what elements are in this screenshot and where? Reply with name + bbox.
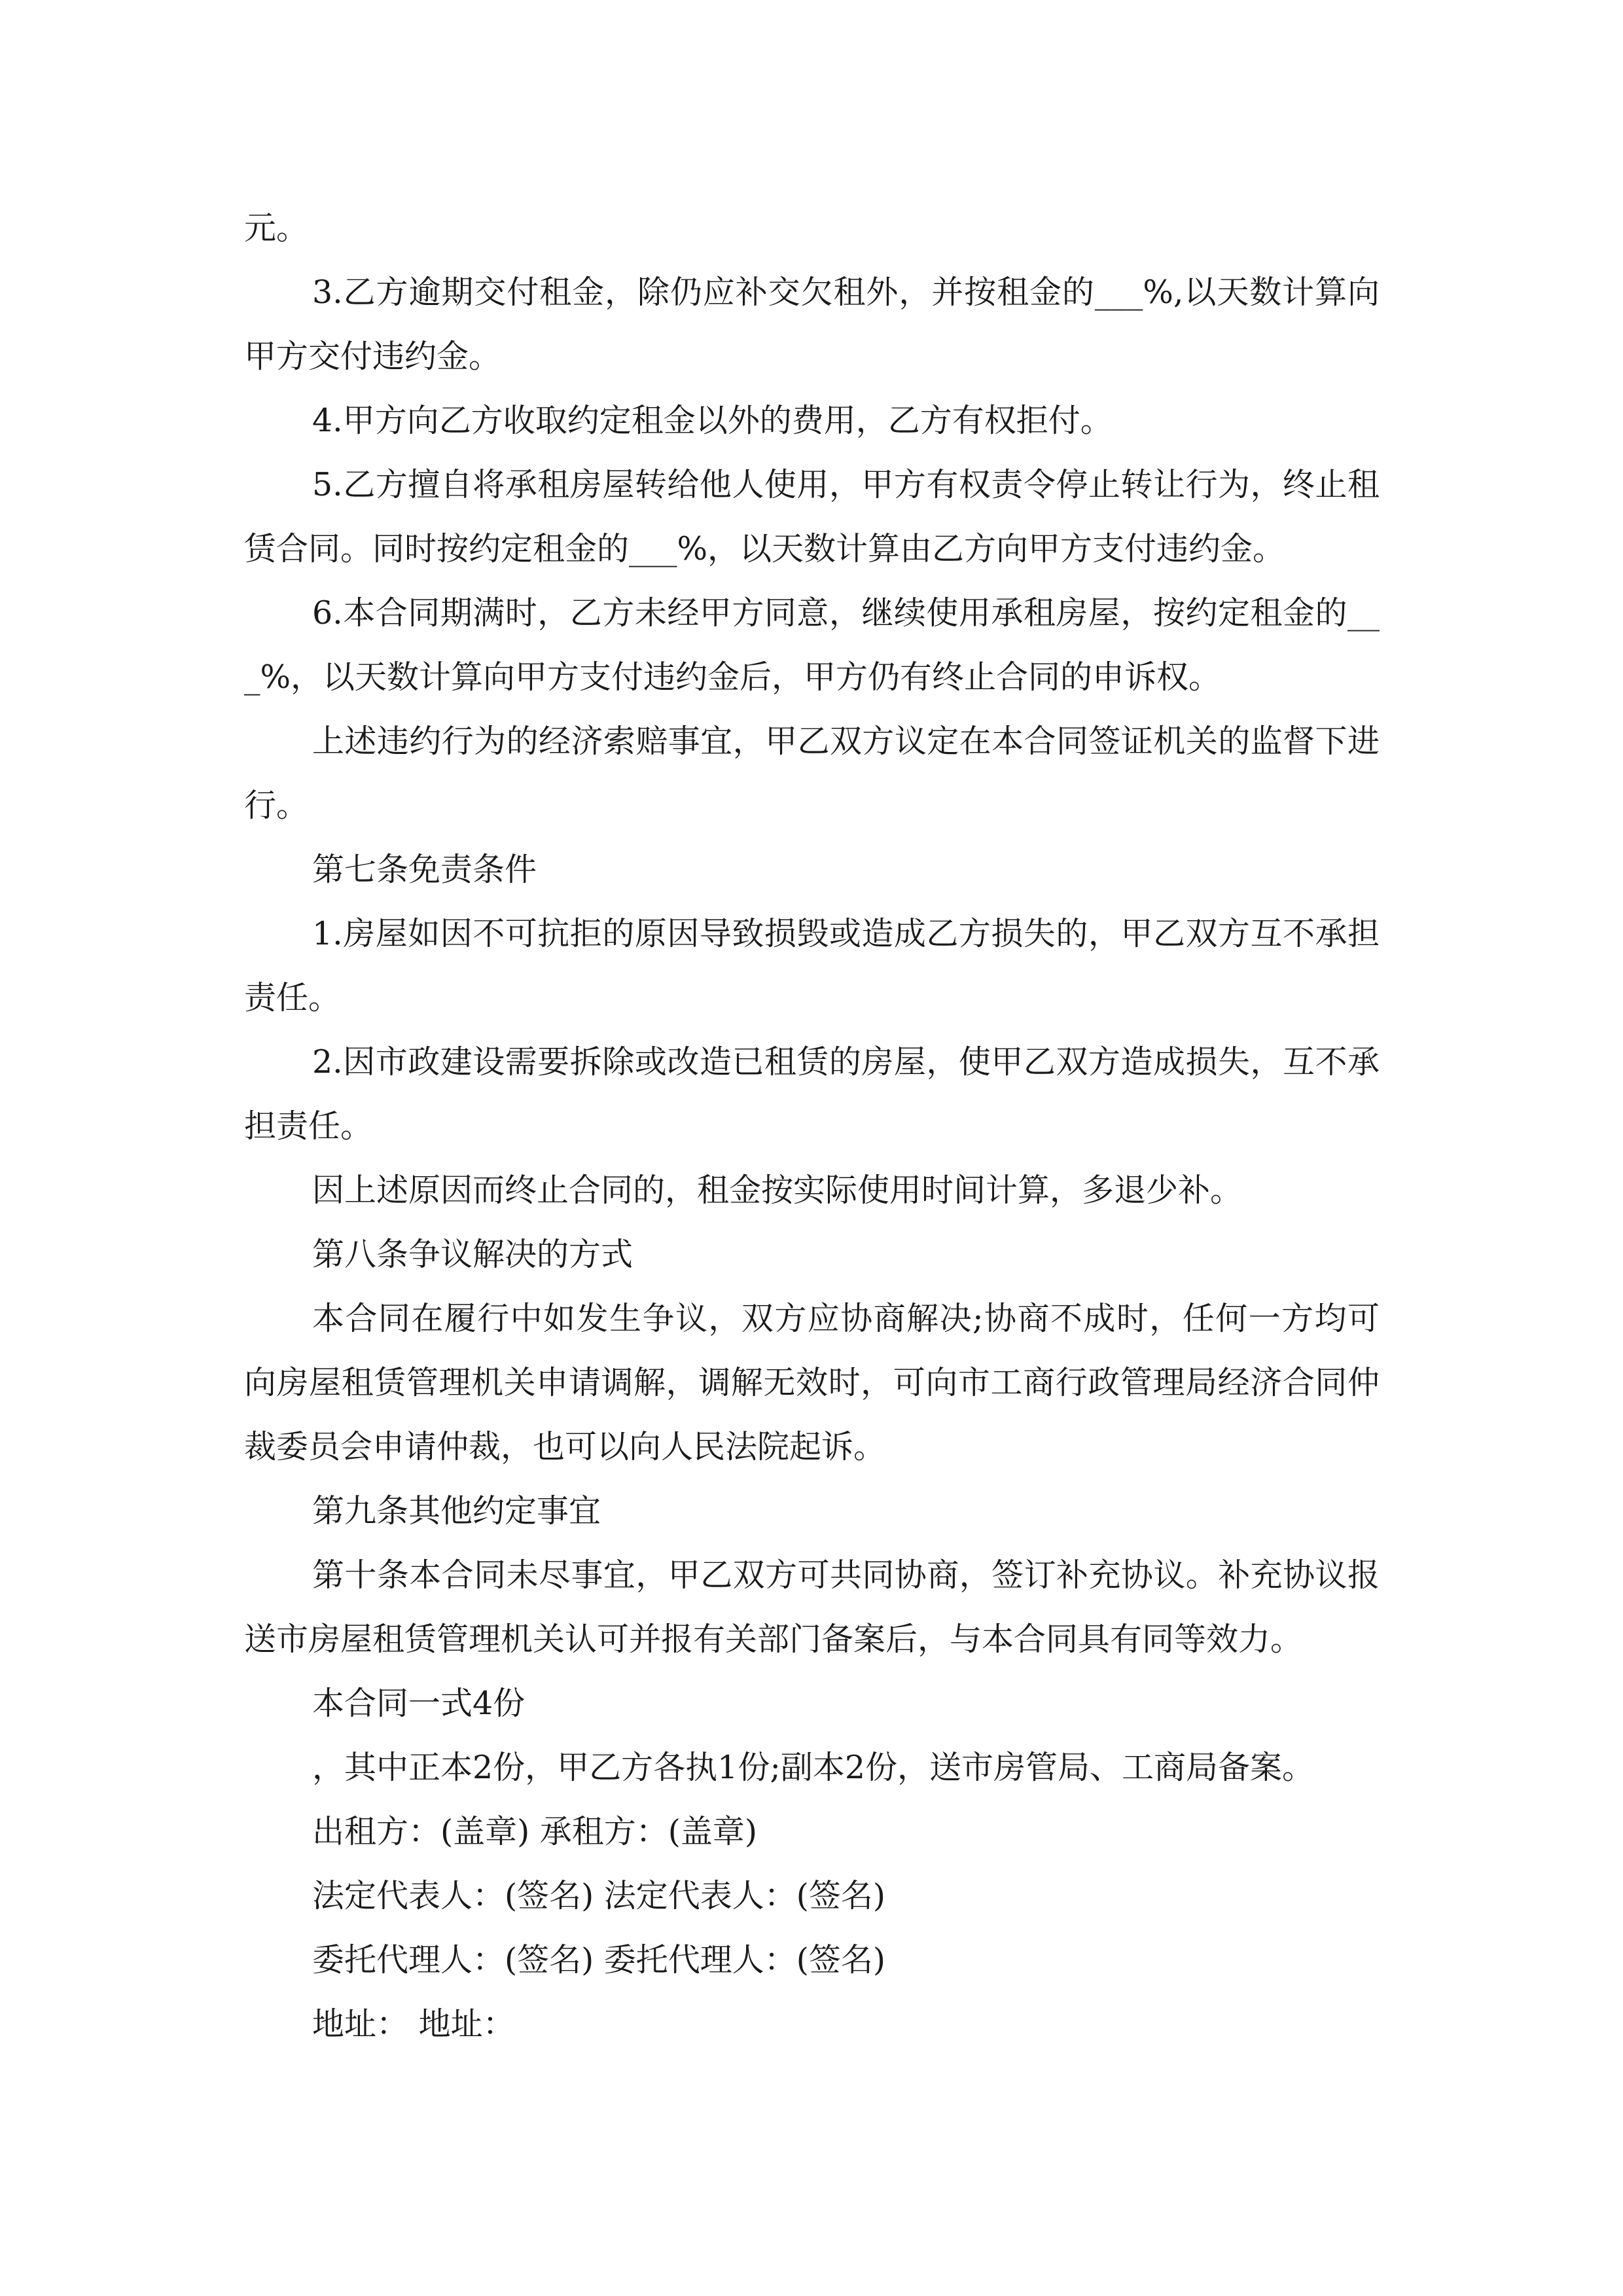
clause-4-extra-fees: 4.甲方向乙方收取约定租金以外的费用，乙方有权拒付。 <box>312 402 1113 439</box>
article-8-heading: 第八条争议解决的方式 <box>312 1236 633 1273</box>
clause-6-expiry: 6.本合同期满时，乙方未经甲方同意，继续使用承租房屋，按约定租金的___%，以天数计算向甲方支付违约金后，甲方仍有终止合同的申诉权。 <box>244 594 1380 696</box>
signature-legal-representatives: 法定代表人：(签名) 法定代表人：(签名) <box>312 1877 886 1914</box>
copies-detail: ，其中正本2份，甲乙方各执1份;副本2份，送市房管局、工商局备案。 <box>312 1749 1315 1786</box>
article-8-body: 本合同在履行中如发生争议，双方应协商解决;协商不成时，任何一方均可向房屋租赁管理机关申请调解，调解无效时，可向市工商行政管理局经济合同仲裁委员会申请仲裁，也可以向人民法院起诉。 <box>244 1300 1380 1465</box>
article-7-item-1: 1.房屋如因不可抗拒的原因导致损毁或造成乙方损失的，甲乙双方互不承担责任。 <box>244 915 1380 1016</box>
signature-parties: 出租方：(盖章) 承租方：(盖章) <box>312 1813 758 1850</box>
clause-5-sublet: 5.乙方擅自将承租房屋转给他人使用，甲方有权责令停止转让行为，终止租赁合同。同时按约定租金的___%，以天数计算由乙方向甲方支付违约金。 <box>244 466 1380 567</box>
article-7-item-2: 2.因市政建设需要拆除或改造已租赁的房屋，使甲乙双方造成损失，互不承担责任。 <box>244 1043 1380 1145</box>
copies-line: 本合同一式4份 <box>312 1685 526 1722</box>
paragraph-supervision: 上述违约行为的经济索赔事宜，甲乙双方议定在本合同签证机关的监督下进行。 <box>244 723 1380 824</box>
clause-3-late-rent: 3.乙方逾期交付租金，除仍应补交欠租外，并按租金的___%,以天数计算向甲方交付违约金。 <box>244 274 1380 375</box>
signature-addresses: 地址： 地址： <box>312 2005 515 2043</box>
paragraph-rent-settlement: 因上述原因而终止合同的，租金按实际使用时间计算，多退少补。 <box>312 1172 1243 1209</box>
article-7-heading: 第七条免责条件 <box>312 851 537 888</box>
paragraph-continuation: 元。 <box>244 209 309 247</box>
article-9-heading: 第九条其他约定事宜 <box>312 1492 601 1530</box>
article-10-body: 第十条本合同未尽事宜，甲乙双方可共同协商，签订补充协议。补充协议报送市房屋租赁管理机关认可并报有关部门备案后，与本合同具有同等效力。 <box>244 1556 1380 1658</box>
signature-agents: 委托代理人：(签名) 委托代理人：(签名) <box>312 1941 886 1979</box>
document-page <box>244 196 1380 2056</box>
